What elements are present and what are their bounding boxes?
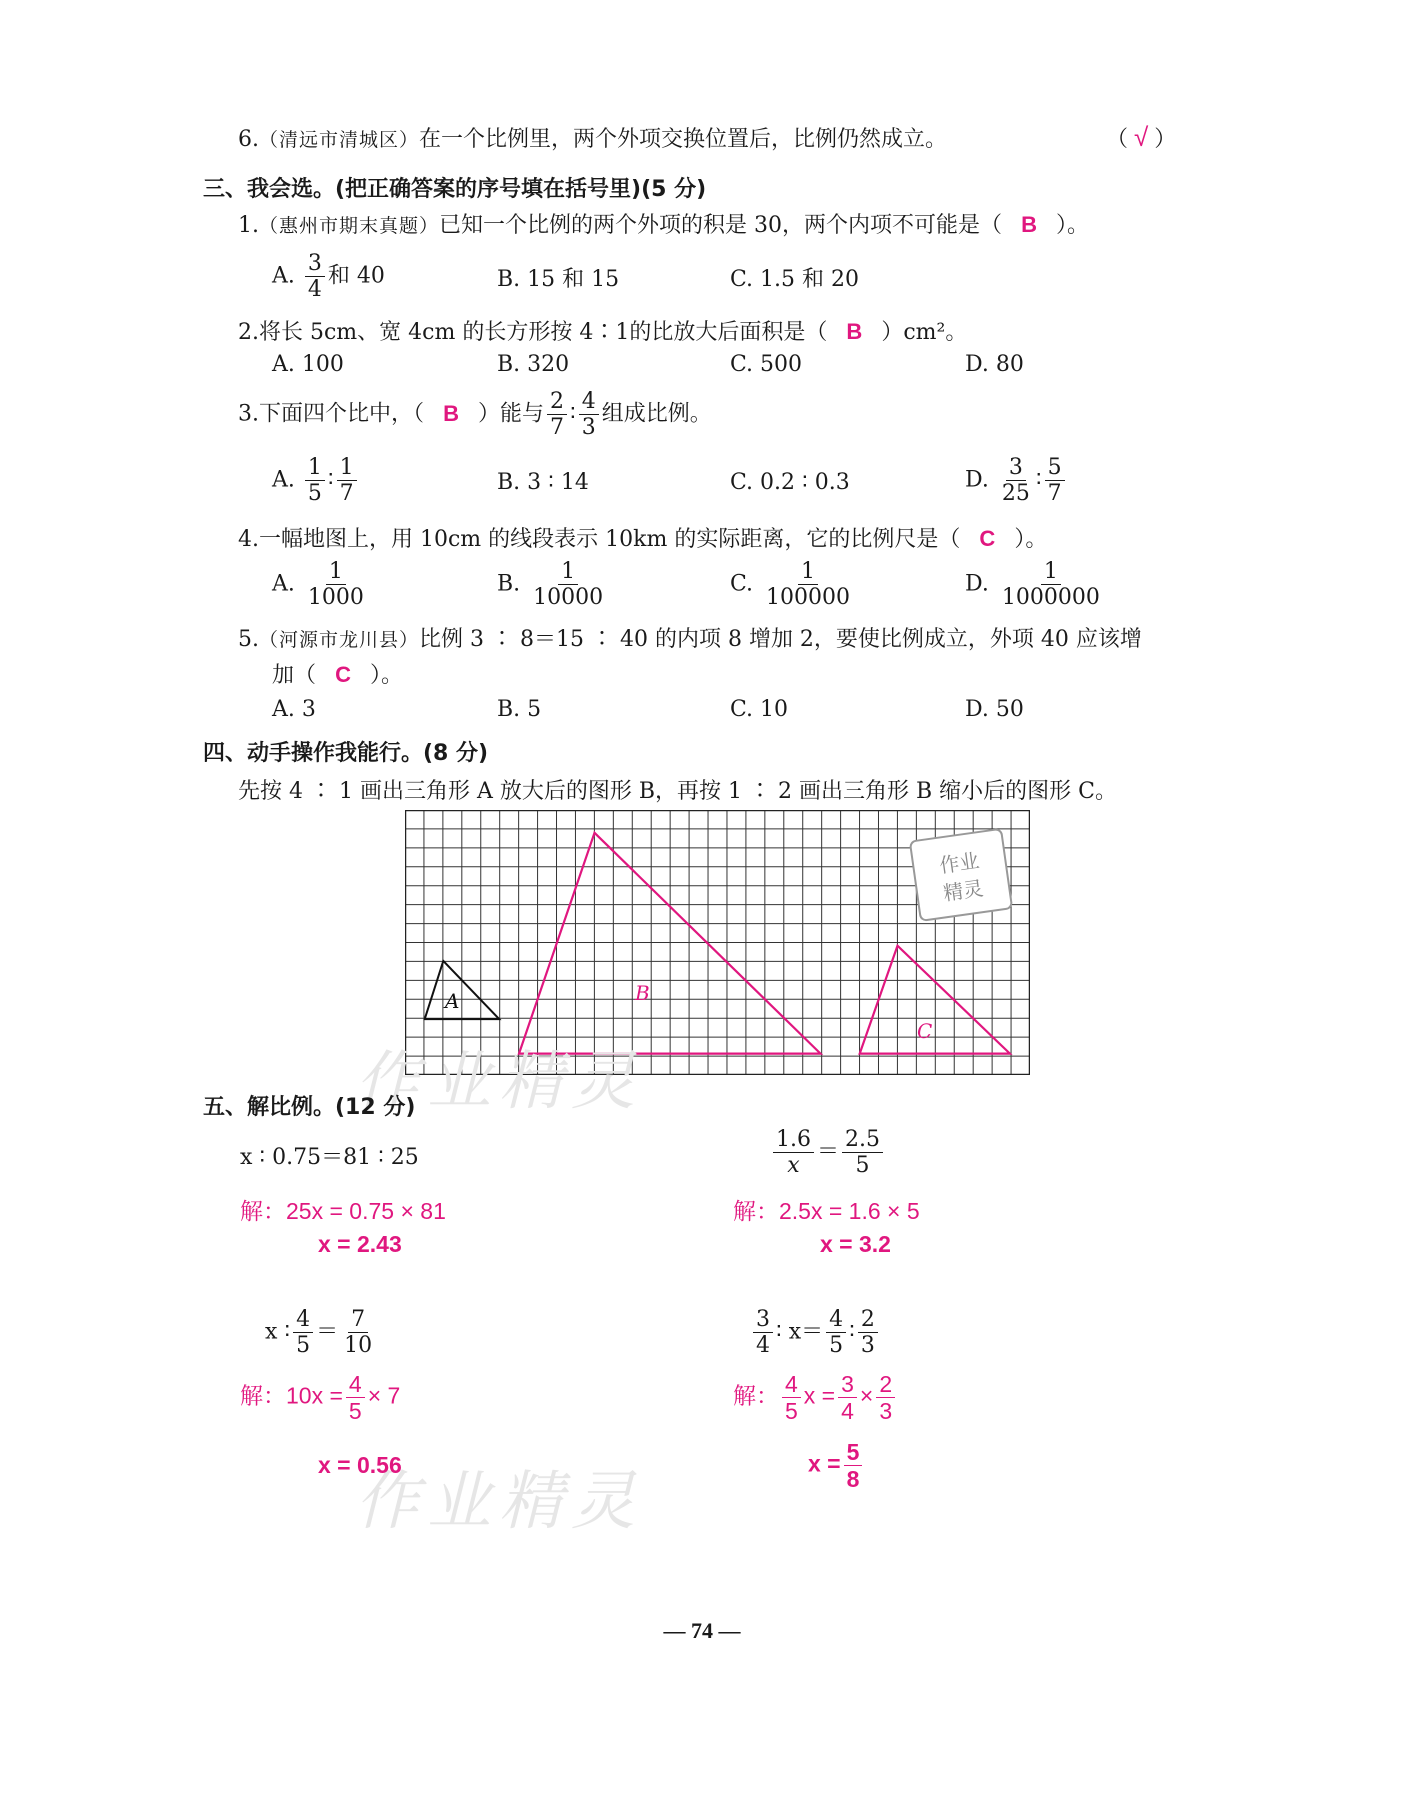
opt-label: D. [965, 571, 989, 597]
s3-q3-optC: C. 0.2 ∶ 0.3 [730, 470, 850, 495]
stamp-logo [910, 829, 1012, 921]
colon: ∶ [570, 401, 576, 427]
numerator: 1 [1041, 560, 1061, 585]
fraction [530, 560, 606, 609]
fraction [876, 1372, 895, 1423]
label-A: A [445, 989, 460, 1013]
s3-q1-optB: B. 15 和 15 [497, 267, 620, 292]
numerator: 2 [858, 1308, 878, 1333]
numerator: 3 [753, 1308, 773, 1333]
s3-q3-optA: A. $\frac{1}{5}$ ∶ $\frac{1}{7}$ [272, 456, 360, 505]
equals: ＝ [817, 1139, 840, 1165]
q-number: 5. [238, 627, 259, 652]
denominator: 5 [855, 1153, 870, 1179]
stamp-text-2: 精灵 [941, 876, 985, 906]
denominator: 7 [1047, 481, 1062, 507]
colon: ∶ [849, 1319, 855, 1345]
q-text: 比例 3 ∶ 8＝15 ∶ 40 的内项 8 增加 2，要使比例成立，外项 40 应该增 [419, 627, 1142, 652]
fraction [844, 1440, 863, 1491]
p3-solution-1 [240, 1372, 400, 1423]
paren-open: （ [1106, 127, 1129, 152]
mid-text: ∶ x＝ [776, 1319, 824, 1345]
numerator: 4 [293, 1308, 313, 1333]
q6-number: 6. [238, 127, 259, 152]
s3-q3-text [238, 390, 712, 439]
fraction [1045, 456, 1065, 505]
opt-label: A. [272, 467, 295, 493]
fraction [838, 1372, 857, 1423]
numerator: 4 [579, 390, 599, 415]
fraction [753, 1308, 773, 1357]
fraction [782, 1372, 801, 1423]
s3-q4-optD [965, 560, 1106, 609]
numerator: 2.5 [842, 1128, 883, 1153]
fraction [999, 456, 1033, 505]
numerator: 4 [346, 1372, 365, 1398]
s3-q4-text [238, 522, 1047, 553]
s3-q5-answer: C [335, 662, 351, 687]
numerator: 1.6 [773, 1128, 814, 1153]
denominator: 25 [1001, 481, 1030, 507]
numerator: 1 [305, 456, 325, 481]
denominator: 1000 [307, 585, 364, 611]
p1-solution-1: 解：25x = 0.75 × 81 [240, 1198, 446, 1224]
s3-q5-text-line2 [272, 658, 403, 689]
fraction [293, 1308, 313, 1357]
q-tail: ）。 [1014, 527, 1048, 552]
s3-q5-optC: C. 10 [730, 697, 789, 722]
p4-problem [750, 1308, 881, 1357]
sol-text: 解： [733, 1382, 779, 1409]
q-source: （河源市龙川县） [259, 629, 420, 651]
fraction [579, 390, 599, 439]
opt-label: C. [730, 571, 754, 597]
numerator: 3 [305, 252, 325, 277]
denominator: 1000000 [1001, 585, 1100, 611]
s3-q2-optA: A. 100 [272, 352, 344, 377]
section3-title: 三、我会选。(把正确答案的序号填在括号里)(5 分) [203, 177, 707, 202]
section5-title: 五、解比例。(12 分) [203, 1095, 416, 1120]
s3-q3-optD: D. $\frac{3}{25}$ ∶ $\frac{5}{7}$ [965, 456, 1068, 505]
s3-q2-text [238, 315, 967, 346]
fraction [773, 1128, 814, 1177]
prefix: x ∶ [265, 1319, 291, 1345]
fraction [763, 560, 853, 609]
s3-q2-optB: B. 320 [497, 352, 570, 377]
q6-source: （清远市清城区） [259, 129, 420, 151]
s3-q4-optC [730, 560, 856, 609]
sol-text: 解：10x = [240, 1382, 343, 1409]
q-text-mid: ）能与 [478, 401, 545, 427]
p2-solution-1: 解：2.5x = 1.6 × 5 [733, 1198, 920, 1224]
stamp-text-1: 作业 [937, 848, 981, 878]
fraction [337, 456, 357, 505]
numerator: 1 [798, 560, 818, 585]
q-text: 下面四个比中，（ [259, 401, 425, 427]
watermark-2: 作业精灵 [355, 1465, 643, 1539]
numerator: 4 [826, 1308, 846, 1333]
denominator: 4 [307, 277, 322, 303]
s3-q5-text [238, 622, 1142, 653]
fraction [858, 1308, 878, 1357]
denominator: 10000 [533, 585, 604, 611]
numerator: 7 [348, 1308, 368, 1333]
q-number: 2. [238, 320, 259, 345]
sol-text: × 7 [367, 1382, 401, 1409]
label-B: B [635, 981, 650, 1005]
denominator: 5 [829, 1333, 844, 1359]
section4-instruction: 先按 4 ∶ 1 画出三角形 A 放大后的图形 B，再按 1 ∶ 2 画出三角形 B 缩小后的图形 C。 [238, 779, 1117, 804]
denominator: x [787, 1153, 800, 1179]
denominator: 4 [841, 1398, 854, 1425]
q-text: 加（ [272, 663, 317, 688]
denominator: 5 [307, 481, 322, 507]
s3-q2-optD: D. 80 [965, 352, 1024, 377]
opt-label: B. [497, 571, 521, 597]
fraction [999, 560, 1103, 609]
p4-solution-2 [808, 1440, 865, 1491]
q-number: 1. [238, 213, 259, 238]
q-text: 一幅地图上，用 10cm 的线段表示 10km 的实际距离，它的比例尺是（ [259, 527, 961, 552]
s3-q1-optC: C. 1.5 和 20 [730, 267, 860, 292]
label-C: C [917, 1019, 933, 1043]
s3-q2-optC: C. 500 [730, 352, 803, 377]
s3-q1-answer: B [1021, 212, 1037, 237]
numerator: 4 [782, 1372, 801, 1398]
s3-q3-optB: B. 3 ∶ 14 [497, 470, 589, 495]
q-number: 3. [238, 401, 259, 427]
denominator: 5 [348, 1398, 362, 1425]
sol-text: x = [808, 1450, 841, 1477]
q6-line [238, 122, 947, 153]
fraction [305, 252, 325, 301]
section4-title: 四、动手操作我能行。(8 分) [203, 741, 489, 766]
numerator: 3 [838, 1372, 857, 1398]
p3-problem [265, 1308, 378, 1357]
q-text-post: 组成比例。 [601, 401, 712, 427]
s3-q4-answer: C [979, 526, 996, 551]
denominator: 5 [296, 1333, 311, 1359]
numerator: 2 [547, 390, 567, 415]
s3-q3-answer: B [443, 400, 459, 426]
opt-label: A. [272, 571, 295, 597]
s3-q5-optD: D. 50 [965, 697, 1024, 722]
numerator: 3 [1006, 456, 1026, 481]
p4-solution-1 [733, 1372, 898, 1423]
s3-q2-answer: B [846, 319, 863, 344]
s3-q1-text [238, 208, 1089, 239]
s3-q1-optA [272, 252, 385, 301]
equals: ＝ [316, 1319, 339, 1345]
denominator: 3 [860, 1333, 875, 1359]
p2-solution-2: x = 3.2 [820, 1231, 891, 1257]
times: × [859, 1382, 874, 1409]
denominator: 7 [550, 415, 565, 441]
fraction [305, 560, 367, 609]
q6-answer-box [1106, 122, 1176, 153]
numerator: 1 [558, 560, 578, 585]
p3-solution-2: x = 0.56 [318, 1452, 402, 1478]
opt-label: D. [965, 467, 989, 493]
q-number: 4. [238, 527, 259, 552]
q-tail: ）cm²。 [881, 320, 968, 345]
denominator: 5 [785, 1398, 798, 1425]
sol-text: x = [803, 1382, 836, 1409]
denominator: 10 [344, 1333, 373, 1359]
page-number: — 74 — [663, 1618, 741, 1643]
p1-problem: x ∶ 0.75＝81 ∶ 25 [240, 1145, 419, 1170]
fraction [826, 1308, 846, 1357]
q-text: 已知一个比例的两个外项的积是 30，两个内项不可能是（ [439, 213, 1003, 238]
fraction [842, 1128, 883, 1177]
q-text: 将长 5cm、宽 4cm 的长方形按 4∶1的比放大后面积是（ [259, 320, 828, 345]
numerator: 2 [876, 1372, 895, 1398]
numerator: 5 [1045, 456, 1065, 481]
s3-q5-optA: A. 3 [272, 697, 316, 722]
denominator: 3 [879, 1398, 893, 1425]
watermark-1: 作业精灵 [355, 1045, 643, 1119]
denominator: 3 [581, 415, 596, 441]
fraction [305, 456, 325, 505]
paren-close: ） [1154, 127, 1177, 152]
numerator: 1 [326, 560, 346, 585]
denominator: 7 [339, 481, 354, 507]
denominator: 100000 [766, 585, 851, 611]
fraction [547, 390, 567, 439]
p1-solution-2: x = 2.43 [318, 1231, 402, 1257]
numerator: 5 [844, 1440, 863, 1466]
opt-label: A. [272, 263, 295, 289]
fraction [346, 1372, 365, 1423]
denominator: 8 [846, 1466, 860, 1493]
opt-tail: 和 40 [327, 263, 385, 289]
q-tail: ）。 [370, 663, 404, 688]
s3-q4-optA [272, 560, 370, 609]
q-source: （惠州市期末真题） [259, 215, 440, 237]
q6-text: 在一个比例里，两个外项交换位置后，比例仍然成立。 [419, 127, 948, 152]
q-tail: ）。 [1056, 213, 1090, 238]
p2-problem [770, 1128, 886, 1177]
s3-q4-optB [497, 560, 609, 609]
fraction [341, 1308, 375, 1357]
denominator: 4 [756, 1333, 770, 1359]
s3-q5-optB: B. 5 [497, 697, 542, 722]
numerator: 1 [337, 456, 357, 481]
q6-answer: √ [1134, 122, 1149, 152]
